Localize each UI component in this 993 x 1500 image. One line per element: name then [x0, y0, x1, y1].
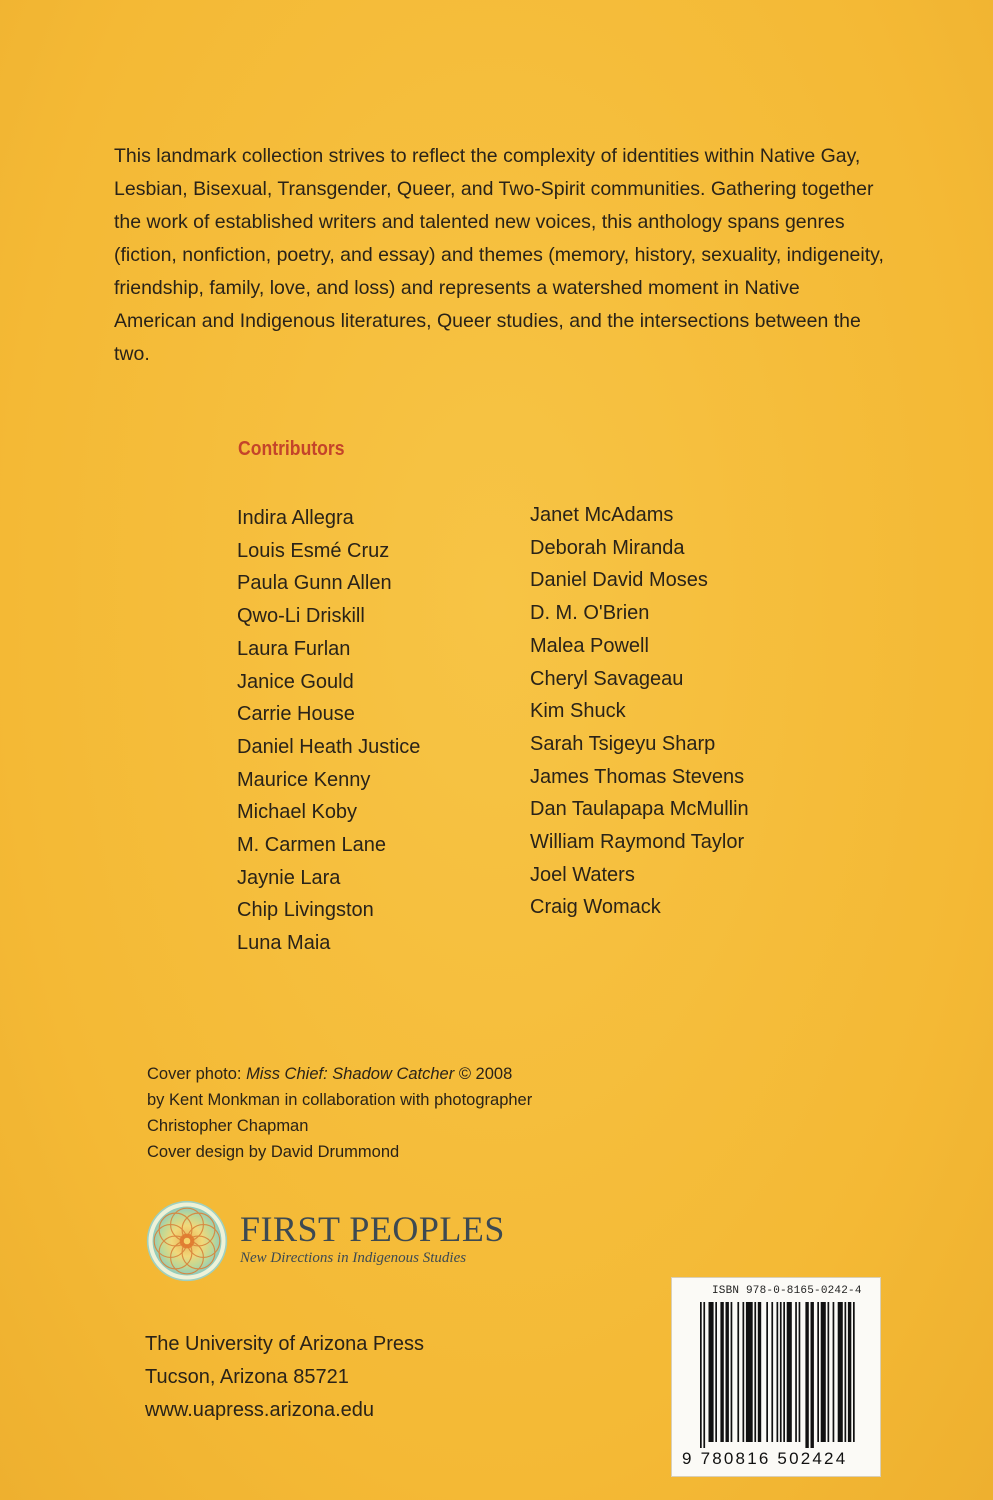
barcode-stripe — [817, 1302, 819, 1442]
barcode-bars — [700, 1302, 860, 1448]
contributor-name: Chip Livingston — [237, 899, 374, 922]
barcode-stripe — [731, 1302, 733, 1442]
barcode-stripe — [766, 1302, 768, 1442]
contributors-heading: Contributors — [238, 438, 345, 460]
barcode-stripe — [758, 1302, 761, 1442]
barcode-stripe — [743, 1302, 745, 1442]
cover-photo-label: Cover photo: — [147, 1065, 247, 1083]
publisher-website: www.uapress.arizona.edu — [145, 1399, 375, 1421]
contributor-name: Cheryl Savageau — [530, 667, 684, 690]
barcode-stripe — [746, 1302, 753, 1442]
contributor-name: Kim Shuck — [530, 700, 626, 723]
contributor-name: Dan Taulapapa McMullin — [530, 798, 749, 821]
series-logo — [146, 1200, 505, 1282]
contributor-name: William Raymond Taylor — [530, 831, 745, 854]
barcode-stripe — [771, 1302, 773, 1442]
barcode-stripe — [703, 1302, 705, 1448]
publisher-address: Tucson, Arizona 85721 — [145, 1366, 349, 1388]
barcode-stripe — [845, 1302, 847, 1442]
sun-mandala-icon — [146, 1200, 228, 1282]
contributor-name: Janice Gould — [237, 670, 354, 693]
contributor-name: Daniel Heath Justice — [237, 735, 421, 758]
barcode-stripe — [805, 1302, 808, 1448]
contributor-name: Carrie House — [237, 703, 355, 726]
series-subtitle: New Directions in Indigenous Studies — [240, 1249, 467, 1266]
publisher-name: The University of Arizona Press — [145, 1333, 424, 1355]
contributor-name: Daniel David Moses — [530, 569, 708, 592]
barcode-stripe — [709, 1302, 714, 1442]
cover-photo-credit-line: by Kent Monkman in collaboration with photographer — [147, 1091, 533, 1109]
contributor-name: Sarah Tsigeyu Sharp — [530, 732, 716, 755]
barcode-stripe — [848, 1302, 851, 1442]
back-cover-blurb: This landmark collection strives to reflect the complexity of identities within Native Gay, Lesbian, Bisexual, Transgender, Queer, and Two-Spirit communities. Gathering together the work of established writers and talented new voices, this anthology spans genres (fiction, nonfiction, poetry, and essay) and themes (memory, history, sexuality, indigeneity, friendship, family, love, and loss) and represents a watershed moment in Native American and Indigenous literatures, Queer studies, and the intersections between the two. — [114, 145, 884, 365]
contributor-name: Indira Allegra — [237, 507, 354, 529]
contributor-name: D. M. O'Brien — [530, 602, 650, 625]
barcode-stripe — [811, 1302, 814, 1448]
barcode-stripe — [700, 1302, 702, 1448]
contributors-list-left — [237, 502, 420, 960]
barcode-stripe — [799, 1302, 801, 1442]
contributor-name: Maurice Kenny — [237, 768, 371, 791]
barcode-stripe — [715, 1302, 717, 1442]
contributor-name: Janet McAdams — [530, 504, 674, 526]
cover-photo-credit-line: Christopher Chapman — [147, 1117, 309, 1135]
cover-photo-title: Miss Chief: Shadow Catcher — [246, 1065, 455, 1083]
contributor-name: Joel Waters — [530, 863, 635, 886]
cover-design-credit: Cover design by David Drummond — [147, 1143, 400, 1161]
contributor-name: Malea Powell — [530, 634, 649, 657]
barcode-stripe — [726, 1302, 729, 1442]
cover-photo-year: © 2008 — [454, 1065, 513, 1083]
contributors-list-right — [530, 499, 749, 924]
contributor-name: Deborah Miranda — [530, 536, 685, 559]
contributor-name: Louis Esmé Cruz — [237, 539, 390, 562]
isbn-number: ISBN 978-0-8165-0242-4 — [712, 1285, 862, 1297]
contributor-name: Luna Maia — [237, 932, 331, 955]
barcode-stripe — [795, 1302, 797, 1442]
barcode-stripe — [821, 1302, 826, 1442]
barcode-stripe — [833, 1302, 835, 1442]
cover-photo-credit — [147, 1061, 647, 1087]
ean-digits: 9 780816 502424 — [682, 1449, 848, 1468]
barcode-stripe — [787, 1302, 792, 1442]
barcode-stripe — [720, 1302, 723, 1442]
contributor-name: James Thomas Stevens — [530, 765, 745, 788]
series-title: FIRST PEOPLES — [240, 1208, 505, 1249]
barcode-stripe — [853, 1302, 855, 1442]
cover-credits — [147, 1061, 647, 1165]
barcode-stripe — [780, 1302, 782, 1442]
contributor-name: Qwo-Li Driskill — [237, 605, 365, 628]
publisher-info — [145, 1328, 424, 1427]
barcode-stripe — [777, 1302, 779, 1442]
contributor-name: Jaynie Lara — [237, 866, 341, 889]
barcode-stripe — [783, 1302, 785, 1442]
barcode-stripe — [828, 1302, 830, 1442]
barcode-stripe — [737, 1302, 739, 1442]
contributor-name: Paula Gunn Allen — [237, 572, 392, 595]
contributor-name: M. Carmen Lane — [237, 834, 386, 857]
contributor-name: Laura Furlan — [237, 637, 351, 660]
barcode — [671, 1277, 881, 1477]
contributor-name: Michael Koby — [237, 801, 358, 824]
barcode-stripe — [838, 1302, 843, 1442]
contributor-name: Craig Womack — [530, 896, 661, 919]
barcode-stripe — [754, 1302, 756, 1442]
barcode-stripes — [700, 1302, 855, 1448]
